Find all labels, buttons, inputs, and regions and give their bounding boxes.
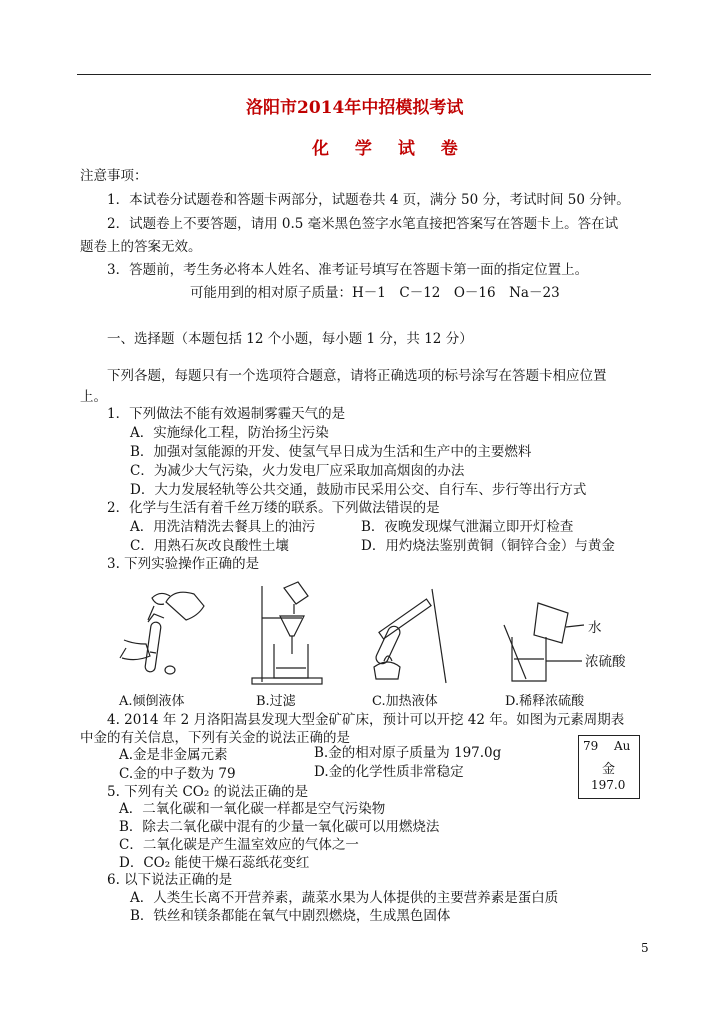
q2-option-c: C．用熟石灰改良酸性土壤 [130,538,289,554]
caption-d: D.稀释浓硫酸 [505,694,585,709]
q5-stem: 5. 下列有关 CO₂ 的说法正确的是 [107,784,309,800]
notice-heading: 注意事项： [80,168,148,184]
element-atomic-mass: 197.0 [591,778,626,792]
q4-option-d: D.金的化学性质非常稳定 [314,764,464,780]
q2-stem: 2．化学与生活有着千丝万缕的联系。下列做法错误的是 [107,500,440,516]
notice-item-2-line-1: 2．试题卷上不要答题，请用 0.5 毫米黑色签字水笔直接把答案写在答题卡上。答在试 [107,216,619,232]
notice-item-1: 1．本试卷分试题卷和答题卡两部分，试题卷共 4 页，满分 50 分，考试时间 50 分钟。 [107,192,630,208]
q2-option-d: D．用灼烧法鉴别黄铜（铜锌合金）与黄金 [361,538,615,554]
q1-option-d: D．大力发展轻轨等公共交通，鼓励市民采用公交、自行车、步行等出行方式 [130,482,587,498]
q2-option-b: B．夜晚发现煤气泄漏立即开灯检查 [361,519,574,535]
exam-title: 洛阳市2014年中招模拟考试 [246,98,464,118]
q4-option-a: A.金是非金属元素 [119,747,228,763]
exam-subtitle: 化 学 试 卷 [312,139,468,159]
caption-b: B.过滤 [256,694,296,709]
element-atomic-number: 79 [583,739,599,753]
section-1-instructions-line-1: 下列各题，每题只有一个选项符合题意，请将正确选项的标号涂写在答题卡相应位置 [107,368,607,384]
q4-stem-line-2: 中金的有关信息，下列有关金的说法正确的是 [80,730,350,746]
figure-filtration [250,578,330,688]
element-name: 金 [602,762,616,777]
figure-heating-liquid [362,585,452,688]
label-concentrated-sulfuric-acid: 浓硫酸 [585,654,626,670]
q1-option-b: B．加强对氢能源的开发、使氢气早日成为生活和生产中的主要燃料 [130,444,532,460]
q4-stem-line-1: 4. 2014 年 2 月洛阳嵩县发现大型金矿矿床，预计可以开挖 42 年。如图为元素周期表 [107,712,625,728]
q5-option-c: C．二氧化碳是产生温室效应的气体之一 [119,837,359,853]
atomic-masses: 可能用到的相对原子质量：H－1 C－12 O－16 Na－23 [190,285,560,301]
label-water: 水 [588,620,602,636]
q5-option-d: D．CO₂ 能使干燥石蕊纸花变红 [119,855,310,871]
q1-option-c: C．为减少大气污染，火力发电厂应采取加高烟囱的办法 [130,463,465,479]
q5-option-b: B．除去二氧化碳中混有的少量一氧化碳可以用燃烧法 [119,819,440,835]
section-1-heading: 一、选择题（本题包括 12 个小题，每小题 1 分，共 12 分） [107,331,473,347]
figure-diluting-acid [496,597,586,687]
page-number: 5 [641,941,649,955]
section-1-instructions-line-2: 上。 [80,389,107,405]
q6-option-b: B．铁丝和镁条都能在氧气中剧烈燃烧，生成黑色固体 [130,908,451,924]
notice-item-2-line-2: 题卷上的答案无效。 [80,239,202,255]
q1-option-a: A．实施绿化工程，防治扬尘污染 [130,425,329,441]
q4-option-b: B.金的相对原子质量为 197.0g [314,745,502,761]
notice-item-3: 3．答题前，考生务必将本人姓名、准考证号填写在答题卡第一面的指定位置上。 [107,262,589,278]
caption-a: A.倾倒液体 [119,694,185,709]
top-rule [77,74,651,75]
element-symbol: Au [614,739,631,753]
q2-option-a: A．用洗洁精洗去餐具上的油污 [130,519,316,535]
q6-stem: 6. 以下说法正确的是 [107,872,233,888]
caption-c: C.加热液体 [372,694,438,709]
q6-option-a: A．人类生长离不开营养素，蔬菜水果为人体提供的主要营养素是蛋白质 [130,890,559,906]
q5-option-a: A．二氧化碳和一氧化碳一样都是空气污染物 [119,801,386,817]
periodic-table-cell-gold [578,735,640,799]
q3-stem: 3. 下列实验操作正确的是 [107,556,260,572]
q4-option-c: C.金的中子数为 79 [119,766,236,782]
figure-pouring-liquid [118,582,213,687]
q1-stem: 1．下列做法不能有效遏制雾霾天气的是 [107,406,346,422]
